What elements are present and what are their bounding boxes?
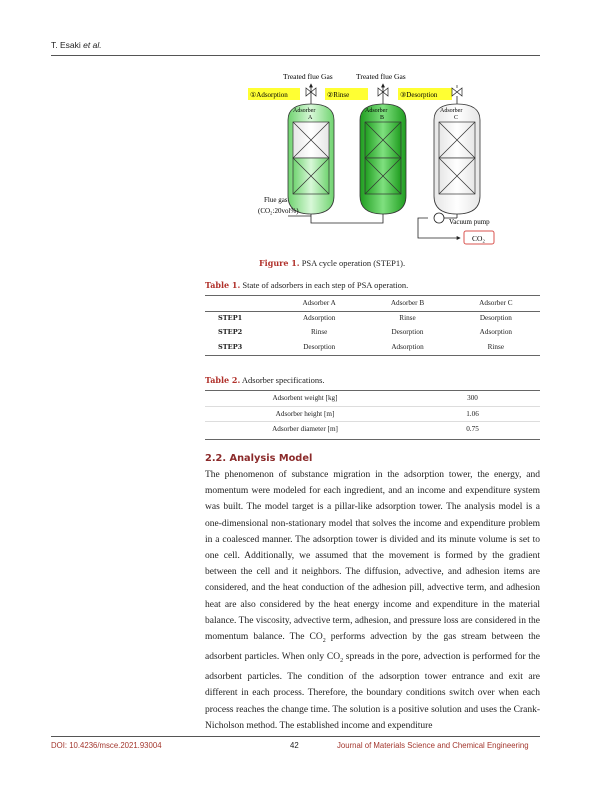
figure-caption-label: Figure 1. [259,258,300,268]
label-treated-gas-2: Treated flue Gas [356,72,406,81]
table-cell: Adsorbent weight [kg] [205,391,405,406]
header-rule [51,55,540,56]
adsorber-b-label-2: B [380,115,385,121]
table-cell: Adsorber diameter [m] [272,425,338,434]
header-etal: et al. [83,40,102,50]
step3-label: ③Desorption [400,91,438,99]
table-cell: Desorption [303,342,336,351]
psa-figure [228,68,528,256]
body-text-2: performs advection by the gas stream between the adsorbent particles. When only CO [205,632,540,663]
table-header-row [205,296,540,311]
body-paragraph [205,467,540,734]
table-cell: Adsorption [479,328,512,337]
footer-rule [51,736,540,737]
label-treated-gas-1: Treated flue Gas [283,72,333,81]
row-header: STEP2 [218,328,243,337]
section-heading: 2.2. Analysis Model [205,453,313,464]
footer-doi-link[interactable]: DOI: 10.4236/msce.2021.93004 [51,741,162,750]
adsorber-a-label-2: A [308,115,313,121]
table-cell: Desorption [479,313,512,322]
table2 [205,391,540,437]
body-text-3: spreads in the pore, advection is performed for the adsorbent particles. The condition of the adsorption tower entrance and exit are different in each process. Therefore, the boundary conditions switch over when each process reaches the change time. The solution is a positive solution and uses the Crank-Nicholson method. The established income and expenditure [205,652,540,731]
pipe-a-b [311,220,383,223]
adsorber-b-label-1: Adsorber [365,108,388,114]
table-row [205,311,540,326]
table2-bottom-rule [205,439,540,440]
table2-caption-label: Table 2. [205,375,241,385]
table-cell: Adsorption [391,342,424,351]
figure-caption [259,258,405,268]
table1-header-rule [205,311,540,312]
table2-caption-text: Adsorber specifications. [240,375,325,385]
table-header-cell [205,296,275,311]
header-author: T. Esaki [51,40,81,50]
running-header [51,40,102,50]
table1 [205,296,540,354]
table1-caption [205,280,408,290]
flue-gas-label: Flue gas [264,196,288,204]
table-row [205,325,540,340]
table-cell: 0.75 [466,425,479,434]
table-header-cell: Adsorber C [479,299,513,308]
table1-caption-text: State of adsorbers in each step of PSA operation. [240,280,409,290]
flue-gas-composition: (CO₂:20vol%) [258,207,299,215]
table-cell: 1.06 [405,406,540,422]
subscript-2: 2 [322,637,326,644]
step1-label: ①Adsorption [250,91,288,99]
table-row [205,422,540,437]
page-number: 42 [290,741,299,750]
vacuum-pump-label: Vacuum pump [449,218,490,226]
table-row [205,340,540,355]
adsorber-c-label-1: Adsorber [440,108,463,114]
vacuum-pump-icon [434,213,444,223]
table-cell: Rinse [487,342,505,351]
table1-bottom-rule [205,355,540,356]
subscript-2: 2 [340,658,344,665]
body-text-1: The phenomenon of substance migration in the adsorption tower, the energy, and momentum were modeled for each ingredient, and an income and expenditure system was built. The model target is a pillar-like adsorption tower. The analysis model is a one-dimensional non-stationary model that solves the income and expenditure problem in a coalesced manner. The adsorption tower is divided and its minute volume is set to one cell. Additionally, we assumed that the movement is formed by the gradient between the cell and it neighbors. The diffusion, advective, and adhesion items are considered, and the heat conduction of the adhesion pill, advective term, and adhesion heat are also considered by the heat energy income and expenditure in the material balance. The viscosity, advective term, adhesion, and pressure loss are considered in the momentum balance. The CO [205,470,540,643]
co2-label: CO₂ [472,234,486,243]
row-header: STEP1 [218,313,243,322]
table-cell: Adsorption [302,313,336,322]
table-cell: Rinse [310,328,328,337]
table-row [205,391,540,406]
table-cell: 300 [405,391,540,406]
table-row [205,406,540,422]
table-cell: Desorption [391,328,424,337]
table-cell: Rinse [399,313,416,322]
table2-caption [205,375,325,385]
table-header-cell: Adsorber A [302,299,336,308]
figure-caption-text: PSA cycle operation (STEP1). [299,258,406,268]
adsorber-c-label-2: C [454,115,459,121]
footer-journal-name: Journal of Materials Science and Chemical Engineering [337,741,529,750]
valve-icon [452,85,462,96]
table-cell: Adsorber height [m] [205,406,405,422]
row-header: STEP3 [218,342,243,351]
step2-label: ②Rinse [327,91,350,99]
table-header-cell: Adsorber B [390,299,425,308]
table1-caption-label: Table 1. [205,280,241,290]
adsorber-a-label-1: Adsorber [293,108,316,114]
